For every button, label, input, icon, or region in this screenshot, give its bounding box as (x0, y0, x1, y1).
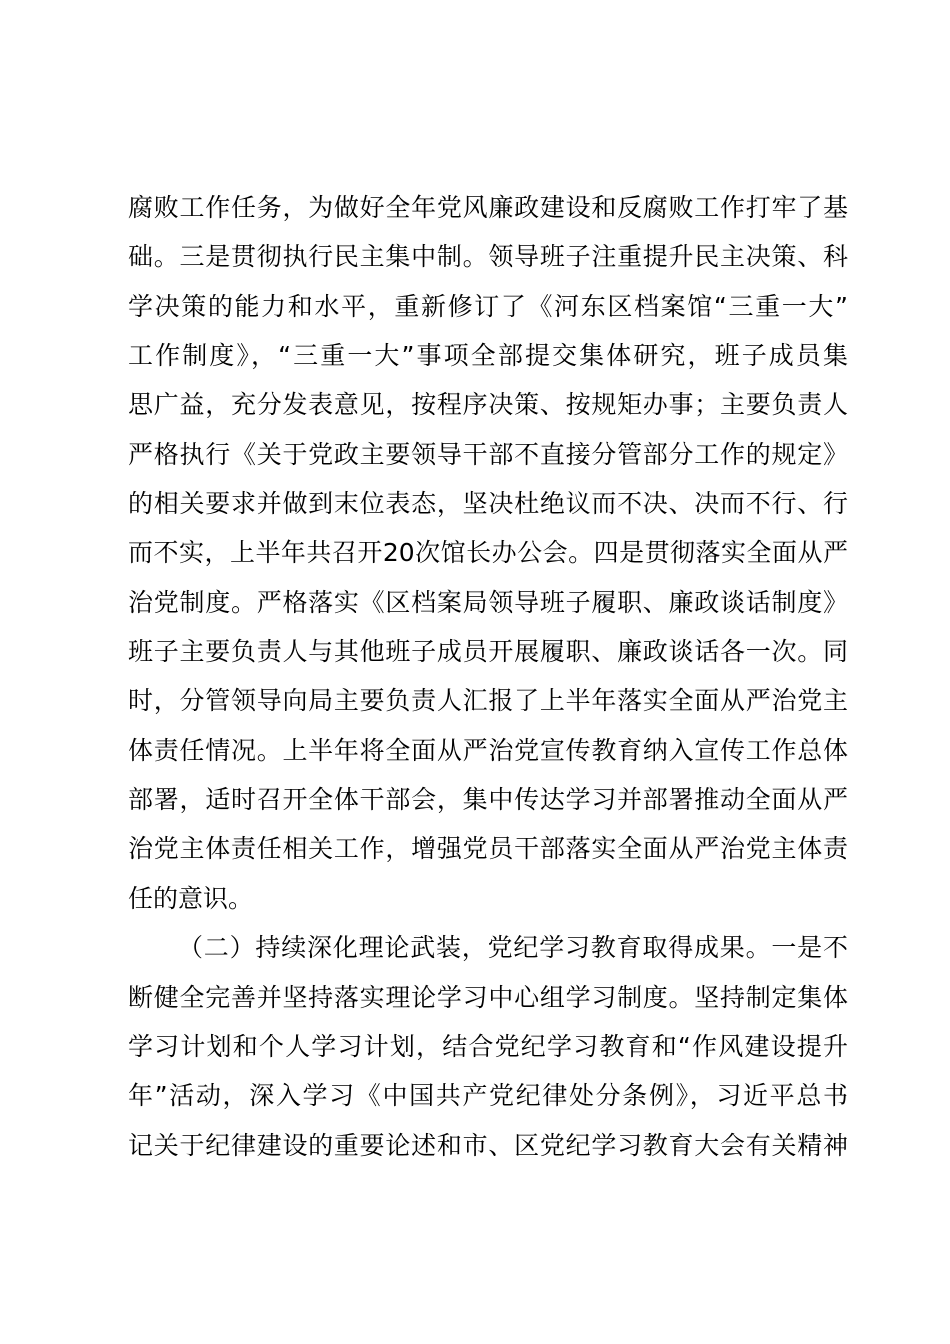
paragraph-2 (128, 923, 848, 1170)
text-line: 学决策的能力和水平，重新修订了《河东区档案馆“三重一大” (128, 291, 848, 321)
text-line: 时，分管领导向局主要负责人汇报了上半年落实全面从严治党主 (128, 686, 848, 716)
text-line: 而不实，上半年共召开20次馆长办公会。四是贯彻落实全面从严 (128, 538, 848, 568)
text-line: 部署，适时召开全体干部会，集中传达学习并部署推动全面从严 (128, 785, 848, 815)
text-line: 治党制度。严格落实《区档案局领导班子履职、廉政谈话制度》 (128, 587, 848, 617)
paragraph-1 (128, 183, 848, 923)
document-body (128, 183, 848, 1170)
text-line: 腐败工作任务，为做好全年党风廉政建设和反腐败工作打牢了基 (128, 193, 848, 222)
text-line: 体责任情况。上半年将全面从严治党宣传教育纳入宣传工作总体 (128, 735, 848, 765)
text-line: 工作制度》，“三重一大”事项全部提交集体研究，班子成员集 (128, 341, 848, 371)
text-line: 严格执行《关于党政主要领导干部不直接分管部分工作的规定》 (128, 439, 848, 469)
text-line: 的相关要求并做到末位表态，坚决杜绝议而不决、决而不行、行 (128, 489, 848, 519)
text-line: 思广益，充分发表意见，按程序决策、按规矩办事；主要负责人 (128, 390, 848, 420)
text-line: 断健全完善并坚持落实理论学习中心组学习制度。坚持制定集体 (128, 982, 848, 1012)
text-line: 任的意识。 (128, 883, 254, 913)
text-line: 础。三是贯彻执行民主集中制。领导班子注重提升民主决策、科 (128, 242, 848, 272)
text-line: 年”活动，深入学习《中国共产党纪律处分条例》，习近平总书 (128, 1081, 848, 1111)
text-line: 治党主体责任相关工作，增强党员干部落实全面从严治党主体责 (128, 834, 848, 864)
text-line: 记关于纪律建设的重要论述和市、区党纪学习教育大会有关精神 (128, 1130, 848, 1160)
text-line: （二）持续深化理论武装，党纪学习教育取得成果。一是不 (178, 933, 848, 963)
text-line: 班子主要负责人与其他班子成员开展履职、廉政谈话各一次。同 (128, 637, 848, 667)
text-line: 学习计划和个人学习计划，结合党纪学习教育和“作风建设提升 (128, 1031, 848, 1061)
